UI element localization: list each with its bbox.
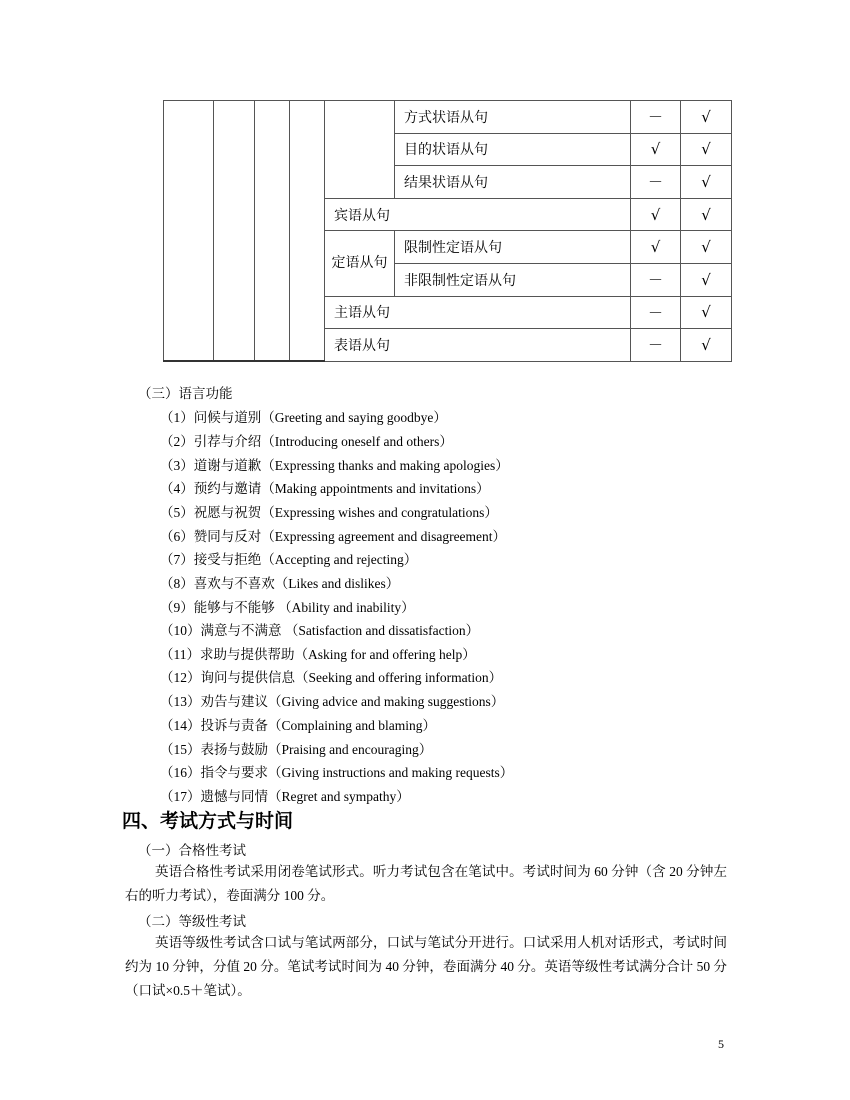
mark-cell: √ <box>681 296 732 329</box>
body-paragraph: 英语等级性考试含口试与笔试两部分，口试与笔试分开进行。口试采用人机对话形式，考试时间约为 10 分钟，分值 20 分。笔试考试时间为 40 分钟，卷面满分 40 分。英语等级性考试满分合计 50 分（口试×0.5＋笔试）。 <box>125 935 727 998</box>
list-item: （15）表扬与鼓励（Praising and encouraging） <box>160 742 433 757</box>
section-subheading: （一）合格性考试 <box>138 843 246 858</box>
list-item: （17）遗憾与同情（Regret and sympathy） <box>160 789 410 804</box>
section-subheading: （二）等级性考试 <box>138 914 246 929</box>
clause-type-cell: 方式状语从句 <box>395 101 631 134</box>
list-item: （13）劝告与建议（Giving advice and making suggestions） <box>160 694 505 709</box>
section-subheading: （三）语言功能 <box>138 386 233 401</box>
table-row <box>164 101 732 134</box>
clause-type-cell: 主语从句 <box>325 296 631 329</box>
mark-cell: √ <box>681 263 732 296</box>
section-title: 四、考试方式与时间 <box>122 810 294 832</box>
list-item: （14）投诉与责备（Complaining and blaming） <box>160 718 436 733</box>
clause-type-cell: 表语从句 <box>325 329 631 362</box>
list-item: （11）求助与提供帮助（Asking for and offering help） <box>160 647 476 662</box>
list-item: （4）预约与邀请（Making appointments and invitations） <box>160 481 490 496</box>
mark-cell: √ <box>681 198 732 231</box>
body-paragraph: 英语合格性考试采用闭卷笔试形式。听力考试包含在笔试中。考试时间为 60 分钟（含 20 分钟左右的听力考试），卷面满分 100 分。 <box>125 864 727 903</box>
mark-cell: √ <box>681 166 732 199</box>
mark-cell: √ <box>681 329 732 362</box>
mark-cell: √ <box>631 198 681 231</box>
list-item: （3）道谢与道歉（Expressing thanks and making apologies） <box>160 458 509 473</box>
list-item: （10）满意与不满意 （Satisfaction and dissatisfaction） <box>160 623 480 638</box>
list-item: （6）赞同与反对（Expressing agreement and disagreement） <box>160 529 507 544</box>
list-item: （12）询问与提供信息（Seeking and offering information） <box>160 670 503 685</box>
mark-cell: － <box>631 329 681 362</box>
mark-cell: － <box>631 166 681 199</box>
list-item: （8）喜欢与不喜欢（Likes and dislikes） <box>160 576 400 591</box>
clause-type-cell: 限制性定语从句 <box>395 231 631 264</box>
clause-type-cell: 宾语从句 <box>325 198 631 231</box>
mark-cell: √ <box>631 133 681 166</box>
mark-cell: － <box>631 296 681 329</box>
clause-type-cell: 目的状语从句 <box>395 133 631 166</box>
mark-cell: √ <box>631 231 681 264</box>
mark-cell: － <box>631 101 681 134</box>
list-item: （1）问候与道别（Greeting and saying goodbye） <box>160 410 447 425</box>
list-item: （5）祝愿与祝贺（Expressing wishes and congratulations） <box>160 505 498 520</box>
page-number: 5 <box>718 1037 724 1051</box>
clause-type-cell: 非限制性定语从句 <box>395 263 631 296</box>
mark-cell: √ <box>681 101 732 134</box>
mark-cell: √ <box>681 231 732 264</box>
list-item: （7）接受与拒绝（Accepting and rejecting） <box>160 552 418 567</box>
list-item: （16）指令与要求（Giving instructions and making requests） <box>160 765 514 780</box>
mark-cell: － <box>631 263 681 296</box>
clause-type-cell: 结果状语从句 <box>395 166 631 199</box>
list-item: （2）引荐与介绍（Introducing oneself and others） <box>160 434 453 449</box>
grammar-table <box>163 100 732 362</box>
clause-group-cell: 定语从句 <box>325 231 395 296</box>
list-item: （9）能够与不能够 （Ability and inability） <box>160 600 415 615</box>
mark-cell: √ <box>681 133 732 166</box>
